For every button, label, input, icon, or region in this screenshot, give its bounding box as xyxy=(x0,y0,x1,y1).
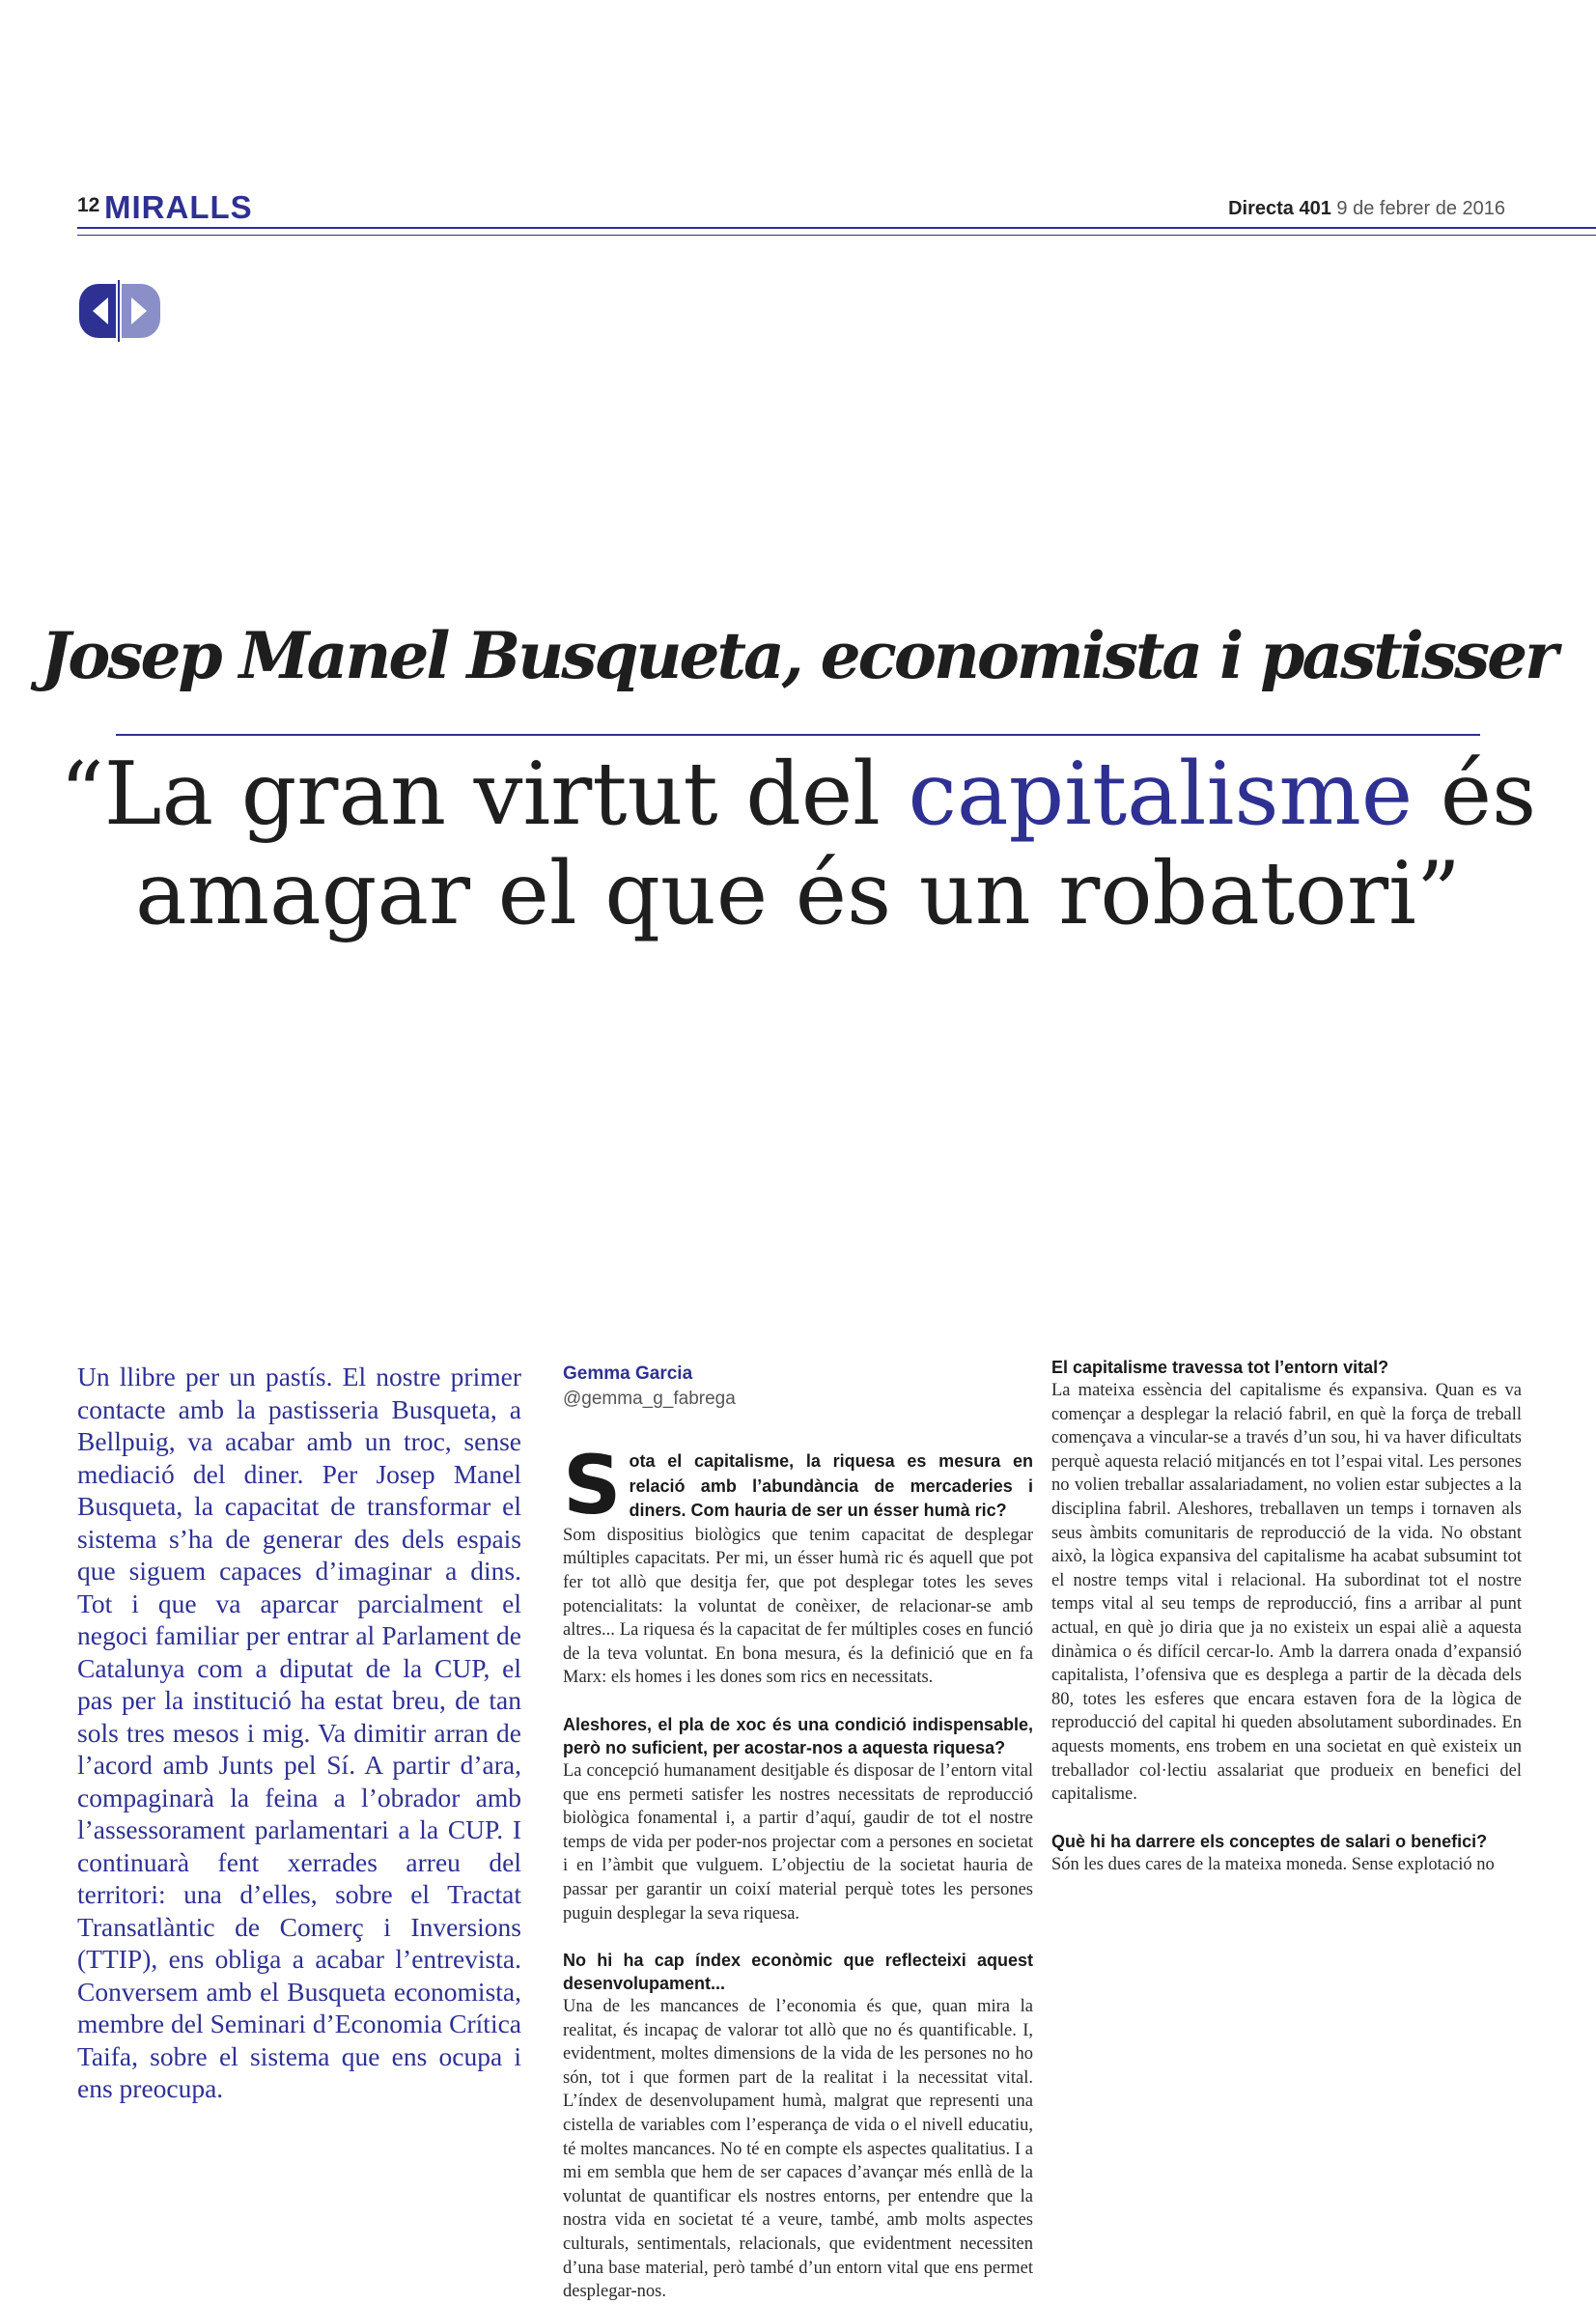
question-3: No hi ha cap índex econòmic que reflecteixi aquest desenvolupament... xyxy=(563,1951,1033,1994)
question-2: Aleshores, el pla de xoc és una condició indispensable, però no suficient, per acostar-nos a aquesta riquesa? xyxy=(563,1714,1033,1757)
author-handle: @gemma_g_fabrega xyxy=(563,1389,736,1409)
headline-part2: és xyxy=(1413,744,1537,845)
headline xyxy=(0,745,1596,943)
intro-paragraph: Un llibre per un pastís. El nostre primer contacte amb la pastisseria Busqueta, a Bellpuig, va acabar amb un troc, sense mediació del diner. Per Josep Manel Busqueta, la capacitat de transformar el sistema s’ha de generar des dels espais que siguem capaces d’imaginar a dins. Tot i que va aparcar parcialment el negoci familiar per entrar al Parlament de Catalunya com a diputat de la CUP, el pas per la institució ha estat breu, de tan sols tres mesos i mig. Va dimitir arran de l’acord amb Junts pel Sí. A partir d’ara, compaginarà la feina a l’obrador amb l’assessorament parlamentari a la CUP. I continuarà fent xerrades arreu del territori: una d’elles, sobre el Tractat Transatlàntic de Comerç i Inversions (TTIP), ens obliga a acabar l’entrevista. Conversem amb el Busqueta economista, membre del Seminari d’Economia Crítica Taifa, sobre el sistema que ens ocupa i ens preocupa. xyxy=(77,1362,521,2103)
publication-name: Directa 401 xyxy=(1228,198,1331,219)
question-4: El capitalisme travessa tot l’entorn vital? xyxy=(1051,1358,1389,1377)
question-1: ota el capitalisme, la riquesa es mesura en relació amb l’abundància de mercaderies i diners. Com hauria de ser un ésser humà ric? xyxy=(629,1451,1033,1521)
drop-cap: S xyxy=(563,1438,622,1532)
headline-line2: amagar el que és un robatori” xyxy=(135,842,1461,944)
header-rule xyxy=(77,227,1596,229)
headline-highlight: capitalisme xyxy=(908,744,1414,845)
section-title: MIRALLS xyxy=(104,189,253,225)
answer-1: Som dispositius biològics que tenim capacitat de desplegar múltiples capacitats. Per mi, un ésser humà ric és aquell que pot fer tot allò que desitja fer, que pot desplegar totes les seves potencialitats: la voluntat de conèixer, de relacionar-se amb altres... La riquesa és la capacitat de fer múltiples coses en funció de la teva voluntat. En bona mesura, és la definició que en fa Marx: els homes i les dones som rics en necessitats. xyxy=(563,1525,1033,1688)
headline-part1: “La gran virtut del xyxy=(59,744,909,845)
answer-2: La concepció humanament desitjable és disposar de l’entorn vital que ens permeti satisfer les nostres necessitats de reproducció biològica fonamental i, a partir d’aquí, gaudir de tot el nostre temps de vida per poder-nos projectar com a persones en societat i en l’àmbit que vulguem. L’objectiu de la societat hauria de passar per garantir un coixí material perquè totes les persones puguin desplegar la seva riquesa. xyxy=(563,1760,1033,1924)
header-rule-thin xyxy=(77,235,1596,236)
article-kicker: Josep Manel Busqueta, economista i pastisser xyxy=(41,618,1555,693)
answer-5: Són les dues cares de la mateixa moneda. Sense explotació no xyxy=(1051,1854,1495,1874)
arrows-left-right-icon xyxy=(75,280,164,342)
page-number: 12 xyxy=(77,194,100,216)
title-rule xyxy=(116,734,1480,736)
answer-4: La mateixa essència del capitalisme és expansiva. Quan es va començar a desplegar la relació fabril, en què la força de treball començava a vincular-se a través d’un sou, hi va haver dificultats perquè aquesta relació mitjancés en tot l’espai vital. Les persones no volien treballar assalariadament, no volien estar subjectes a la disciplina fabril. Aleshores, treballaven un temps i tornaven als seus àmbits comunitaris de reproducció de la vida. No obstant això, la lògica expansiva del capitalisme ha acabat subsumint tot el nostre temps vital i relacional. Ha subordinat tot el nostre temps vital al seu temps de reproducció, fins a arribar al punt actual, en què jo diria que ja no existeix un espai aliè a aquesta dinàmica o és difícil cercar-lo. Amb la darrera onada d’expansió capitalista, l’ofensiva que es desplega a partir de la dècada dels 80, totes les esferes que encara estaven fora de la lògica de reproducció del capital hi queden absolutament subordinades. En aquests moments, ens trobem en una societat en què existeix un treballador col·lectiu assalariat que produeix en benefici del capitalisme. xyxy=(1051,1381,1522,1805)
issue-date: 9 de febrer de 2016 xyxy=(1336,198,1505,219)
article-column-2 xyxy=(1051,1356,1522,1876)
question-5: Què hi ha darrere els conceptes de salari o benefici? xyxy=(1051,1831,1488,1851)
article-column-1 xyxy=(563,1438,1033,2304)
issue-info xyxy=(1228,198,1505,220)
answer-3: Una de les mancances de l’economia és que, quan mira la realitat, és incapaç de valorar tot allò que no és quantificable. I, evidentment, moltes dimensions de la vida de les persones no ho són, tot i que formen part de la realitat i la necessitat vital. L’índex de desenvolupament humà, malgrat que representi una cistella de variables com l’esperança de vida o el nivell educatiu, té moltes mancances. No té en compte els aspectes qualitatius. I a mi em sembla que hem de ser capaces d’avançar més enllà de la voluntat de quantificar els nostres entorns, per entendre que la nostra vida en societat té a veure, també, amb molts aspectes culturals, sentimentals, relacionals, que evidentment necessiten d’una base material, però també d’un entorn vital que ens permet desplegar-nos. xyxy=(563,1997,1033,2302)
author-name: Gemma Garcia xyxy=(563,1363,693,1384)
